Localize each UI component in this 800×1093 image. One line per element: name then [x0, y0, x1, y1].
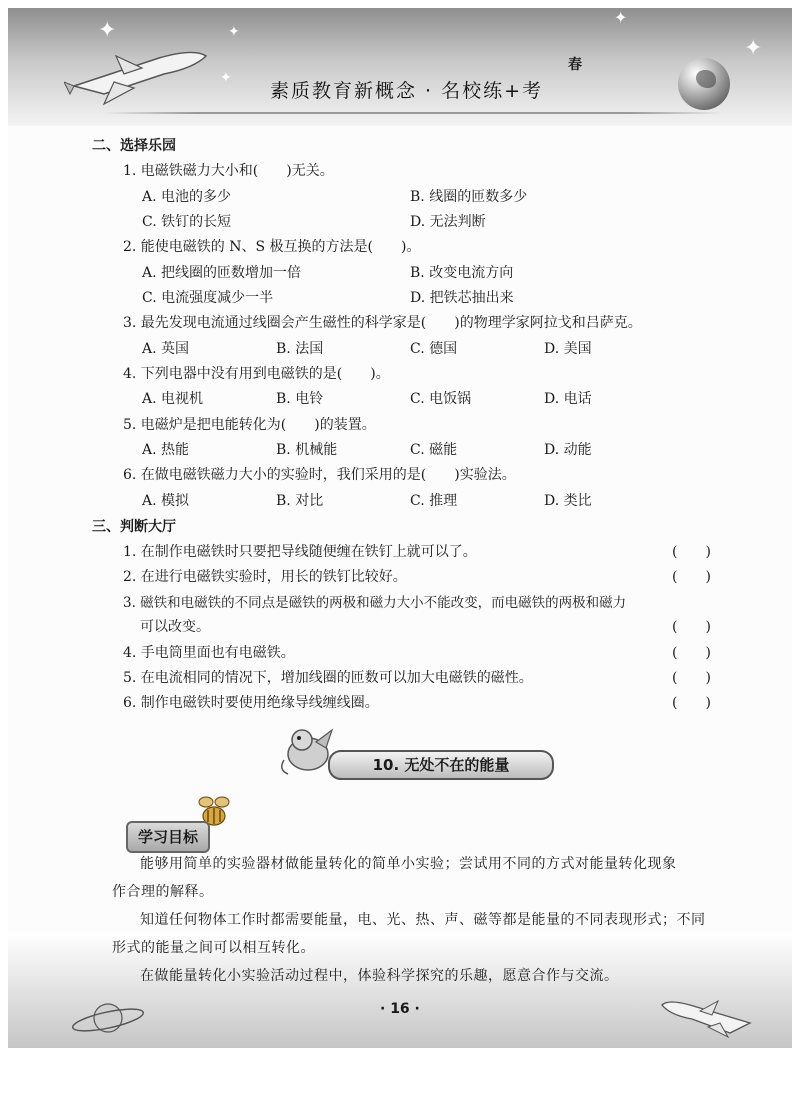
- answer-parentheses: ( ): [672, 619, 711, 635]
- header-divider: [103, 112, 723, 114]
- answer-parentheses: ( ): [672, 544, 711, 560]
- option: D. 无法判断: [410, 214, 486, 230]
- option: C. 德国: [410, 341, 458, 357]
- answer-parentheses: ( ): [672, 670, 711, 686]
- option: C. 磁能: [410, 442, 458, 458]
- option: A. 热能: [142, 442, 190, 458]
- goal-paragraph: 在做能量转化小实验活动过程中，体验科学探究的乐趣，愿意合作与交流。: [140, 968, 619, 984]
- option: D. 美国: [544, 341, 592, 357]
- option: B. 机械能: [276, 442, 338, 458]
- star-icon: ✦: [614, 8, 628, 27]
- option: C. 推理: [410, 493, 458, 509]
- page-number: · 16 ·: [380, 1001, 420, 1017]
- judge-item-4: 4. 手电筒里面也有电磁铁。: [123, 645, 295, 661]
- space-shuttle-icon: [660, 993, 760, 1039]
- option: C. 铁钉的长短: [142, 214, 232, 230]
- judge-item-3-continued: 可以改变。: [140, 619, 210, 635]
- answer-parentheses: ( ): [672, 645, 711, 661]
- question-4: 4. 下列电器中没有用到电磁铁的是( )。: [123, 366, 390, 382]
- option: B. 电铃: [276, 391, 324, 407]
- section-title-choice: 二、选择乐园: [92, 138, 176, 154]
- goal-paragraph: 知道任何物体工作时都需要能量，电、光、热、声、磁等都是能量的不同表现形式；不同: [140, 912, 706, 928]
- option: D. 类比: [544, 493, 592, 509]
- season-label: 春: [568, 57, 582, 73]
- option: A. 把线圈的匝数增加一倍: [142, 265, 302, 281]
- option: C. 电流强度减少一半: [142, 290, 274, 306]
- star-icon: ✦: [220, 70, 232, 86]
- option: A. 英国: [142, 341, 190, 357]
- judge-item-5: 5. 在电流相同的情况下，增加线圈的匝数可以加大电磁铁的磁性。: [123, 670, 533, 686]
- judge-item-3: 3. 磁铁和电磁铁的不同点是磁铁的两极和磁力大小不能改变，而电磁铁的两极和磁力: [123, 595, 627, 611]
- question-6: 6. 在做电磁铁磁力大小的实验时，我们采用的是( )实验法。: [123, 467, 516, 483]
- lesson-title-banner: 10. 无处不在的能量: [328, 750, 554, 780]
- judge-item-1: 1. 在制作电磁铁时只要把导线随便缠在铁钉上就可以了。: [123, 544, 477, 560]
- goal-paragraph: 能够用简单的实验器材做能量转化的简单小实验；尝试用不同的方式对能量转化现象: [140, 856, 677, 872]
- star-icon: ✦: [228, 24, 240, 40]
- option: B. 改变电流方向: [410, 265, 514, 281]
- question-5: 5. 电磁炉是把电能转化为( )的装置。: [123, 417, 376, 433]
- section-title-judge: 三、判断大厅: [92, 519, 176, 535]
- option: A. 电视机: [142, 391, 204, 407]
- star-icon: ✦: [98, 18, 117, 43]
- globe-land-shape: [696, 70, 716, 88]
- option: B. 对比: [276, 493, 324, 509]
- question-2: 2. 能使电磁铁的 N、S 极互换的方法是( )。: [123, 239, 421, 255]
- option: D. 把铁芯抽出来: [410, 290, 514, 306]
- planet-saturn-icon: [68, 996, 148, 1040]
- option: B. 线圈的匝数多少: [410, 189, 528, 205]
- space-shuttle-icon: [64, 38, 214, 108]
- option: D. 电话: [544, 391, 592, 407]
- option: D. 动能: [544, 442, 592, 458]
- question-3: 3. 最先发现电流通过线圈会产生磁性的科学家是( )的物理学家阿拉戈和吕萨克。: [123, 315, 642, 331]
- workbook-page: [8, 8, 792, 1048]
- answer-parentheses: ( ): [672, 569, 711, 585]
- option: A. 电池的多少: [142, 189, 232, 205]
- answer-parentheses: ( ): [672, 695, 711, 711]
- goal-paragraph: 形式的能量之间可以相互转化。: [112, 940, 315, 956]
- question-1: 1. 电磁铁磁力大小和( )无关。: [123, 163, 334, 179]
- option: C. 电饭锅: [410, 391, 472, 407]
- judge-item-6: 6. 制作电磁铁时要使用绝缘导线缠线圈。: [123, 695, 379, 711]
- option: A. 模拟: [142, 493, 190, 509]
- option: B. 法国: [276, 341, 324, 357]
- book-title: 素质教育新概念 · 名校练+考: [270, 80, 544, 102]
- star-icon: ✦: [744, 36, 763, 61]
- learning-goals-label: 学习目标: [126, 821, 210, 853]
- goal-paragraph: 作合理的解释。: [112, 884, 214, 900]
- judge-item-2: 2. 在进行电磁铁实验时，用长的铁钉比较好。: [123, 569, 407, 585]
